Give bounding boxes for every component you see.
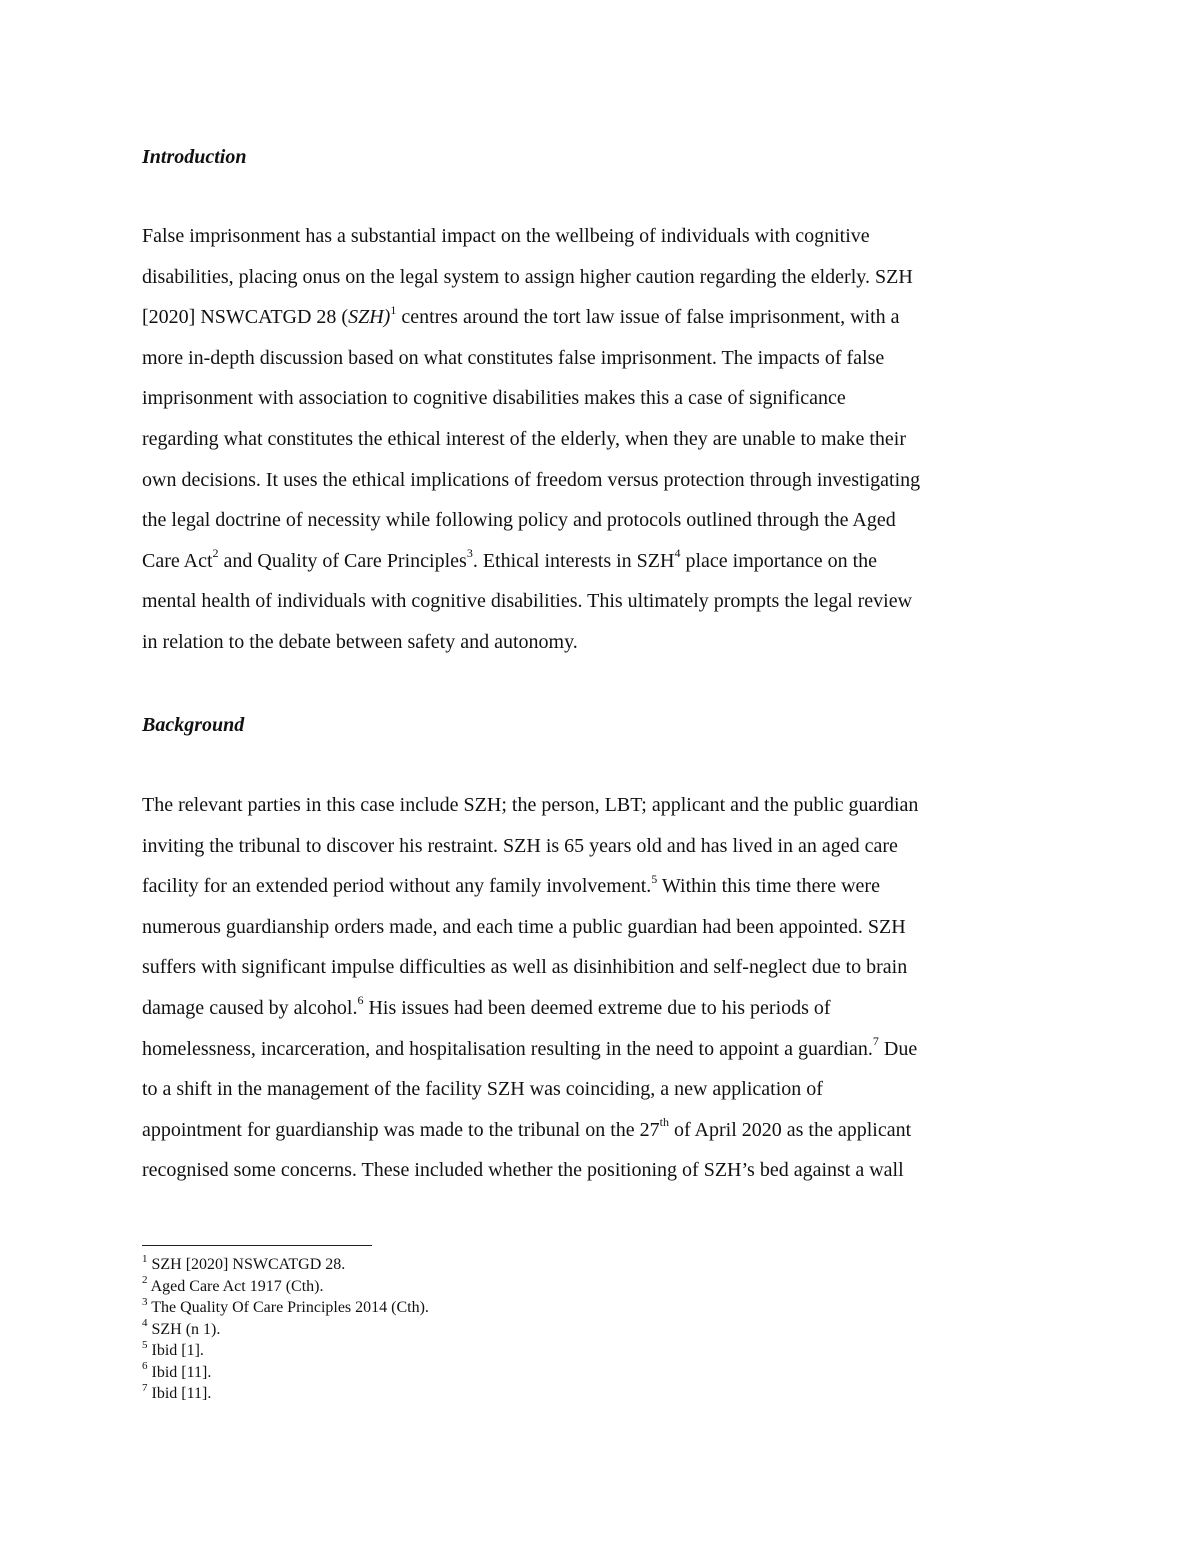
text-line: [142, 826, 1072, 867]
text-line: [142, 541, 1072, 582]
text-line: [142, 907, 1072, 948]
footnote-item: [142, 1254, 429, 1276]
text-run: numerous guardianship orders made, and each time a public guardian had been appointed. SZH: [142, 915, 906, 938]
text-line: [142, 785, 1072, 826]
text-line: [142, 257, 1072, 298]
text-run: damage caused by alcohol.: [142, 996, 358, 1019]
footnote-ref: 5: [651, 871, 658, 886]
footnote-ref: 6: [357, 993, 364, 1008]
footnote-text: SZH [2020] NSWCATGD 28.: [147, 1256, 346, 1273]
footnote-item: [142, 1319, 429, 1341]
text-line: [142, 1029, 1072, 1070]
background-heading: Background: [142, 714, 245, 736]
text-line: [142, 338, 1072, 379]
text-run: disabilities, placing onus on the legal system to assign higher caution regarding the elderly. SZH: [142, 265, 913, 288]
text-run: and Quality of Care Principles: [218, 549, 467, 572]
text-run: imprisonment with association to cognitive disabilities makes this a case of significance: [142, 387, 846, 410]
footnote-number: 5: [142, 1338, 148, 1351]
text-line: [142, 1069, 1072, 1110]
text-run: of April 2020 as the applicant: [669, 1118, 912, 1141]
text-run: place importance on the: [680, 549, 878, 572]
footnote-ref: 4: [674, 546, 681, 561]
introduction-paragraph: [142, 216, 1072, 663]
text-run: appointment for guardianship was made to the tribunal on the 27: [142, 1118, 660, 1141]
text-run: mental health of individuals with cognitive disabilities. This ultimately prompts the legal review: [142, 590, 913, 613]
footnote-number: 3: [142, 1295, 148, 1308]
text-line: [142, 947, 1072, 988]
text-run: regarding what constitutes the ethical interest of the elderly, when they are unable to make their: [142, 427, 906, 450]
text-run: the legal doctrine of necessity while following policy and protocols outlined through the Aged: [142, 509, 896, 532]
text-run: suffers with significant impulse difficulties as well as disinhibition and self-neglect due to brain: [142, 956, 908, 979]
footnote-text: The Quality Of Care Principles 2014 (Cth).: [147, 1299, 429, 1316]
text-run: False imprisonment has a substantial impact on the wellbeing of individuals with cognitive: [142, 225, 870, 247]
text-run: Due: [878, 1037, 918, 1060]
text-run: His issues had been deemed extreme due to his periods of: [363, 996, 831, 1019]
footnote-item: [142, 1276, 429, 1298]
text-run: homelessness, incarceration, and hospitalisation resulting in the need to appoint a guardian.: [142, 1037, 873, 1060]
text-line: [142, 1110, 1072, 1151]
footnotes-list: [142, 1254, 429, 1405]
footnote-item: [142, 1297, 429, 1319]
footnote-text: Ibid [11].: [147, 1385, 212, 1402]
text-run: inviting the tribunal to discover his restraint. SZH is 65 years old and has lived in an aged care: [142, 834, 898, 857]
footnote-ref: 1: [390, 302, 397, 317]
text-line: [142, 1150, 1072, 1191]
footnote-text: Ibid [11].: [147, 1363, 212, 1381]
text-run: more in-depth discussion based on what constitutes false imprisonment. The impacts of false: [142, 346, 885, 369]
footnote-number: 2: [142, 1274, 148, 1287]
text-run: to a shift in the management of the facility SZH was coinciding, a new application of: [142, 1078, 823, 1101]
footnote-text: Aged Care Act 1917 (Cth).: [147, 1277, 324, 1295]
text-line: [142, 378, 1072, 419]
footnote-text: SZH (n 1).: [147, 1320, 221, 1338]
footnote-ref: th: [659, 1115, 669, 1130]
footnote-number: 4: [142, 1317, 148, 1330]
text-line: [142, 460, 1072, 501]
text-line: [142, 581, 1072, 622]
footnote-separator: [142, 1245, 372, 1246]
text-run: The relevant parties in this case include SZH; the person, LBT; applicant and the public guardian: [142, 794, 919, 816]
text-run: [2020] NSWCATGD 28 (: [142, 306, 349, 329]
text-run: facility for an extended period without any family involvement.: [142, 875, 652, 898]
footnote-ref: 2: [212, 546, 219, 561]
footnote-number: 7: [142, 1381, 148, 1394]
italic-text: SZH): [348, 306, 391, 329]
text-line: [142, 500, 1072, 541]
text-line: [142, 297, 1072, 338]
footnote-ref: 3: [466, 546, 473, 561]
footnote-text: Ibid [1].: [147, 1342, 204, 1359]
text-line: [142, 988, 1072, 1029]
text-run: . Ethical interests in SZH: [472, 549, 675, 572]
text-line: [142, 622, 1072, 663]
text-line: [142, 419, 1072, 460]
text-line: [142, 216, 1072, 257]
footnote-number: 1: [142, 1252, 148, 1265]
text-run: own decisions. It uses the ethical implications of freedom versus protection through investigating: [142, 468, 921, 491]
text-run: Care Act: [142, 549, 213, 572]
text-run: centres around the tort law issue of false imprisonment, with a: [396, 306, 900, 329]
text-run: Within this time there were: [657, 875, 880, 898]
background-paragraph: [142, 785, 1072, 1191]
text-run: recognised some concerns. These included whether the positioning of SZH’s bed against a wall: [142, 1159, 904, 1182]
footnote-item: [142, 1383, 429, 1405]
footnote-number: 6: [142, 1360, 148, 1373]
footnote-item: [142, 1340, 429, 1362]
text-line: [142, 866, 1072, 907]
introduction-heading: Introduction: [142, 146, 247, 168]
footnote-ref: 7: [872, 1033, 879, 1048]
footnote-item: [142, 1362, 429, 1384]
text-run: in relation to the debate between safety and autonomy.: [142, 630, 578, 653]
